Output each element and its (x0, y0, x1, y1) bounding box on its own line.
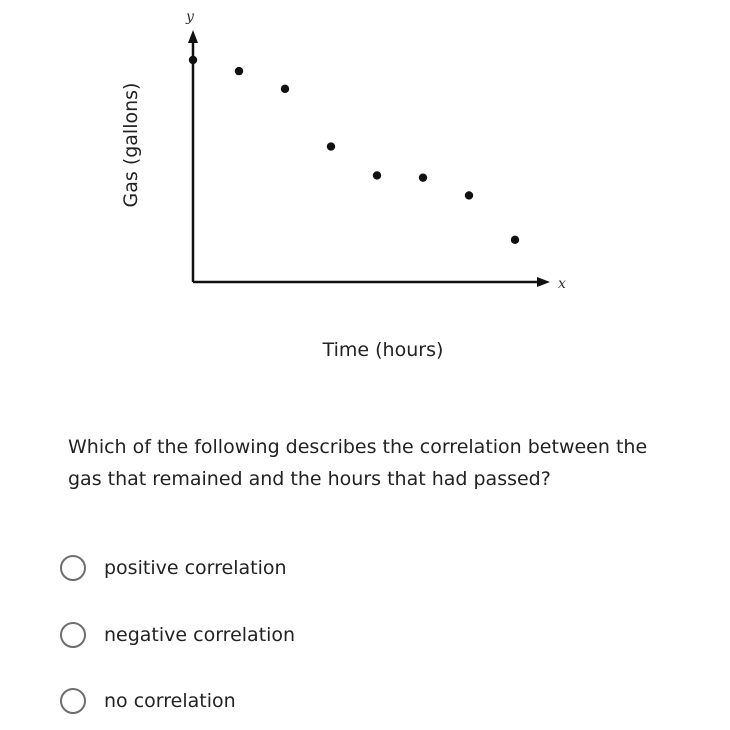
data-point (465, 191, 473, 199)
data-point (235, 67, 243, 75)
choice-no-correlation[interactable] (60, 684, 236, 718)
y-axis-arrow (188, 30, 198, 43)
radio-button[interactable] (60, 622, 86, 648)
y-axis-letter: y (186, 9, 194, 25)
y-axis-label: Gas (gallons) (120, 82, 142, 208)
data-point (511, 236, 519, 244)
radio-button[interactable] (60, 688, 86, 714)
data-point (373, 171, 381, 179)
choice-negative-correlation[interactable] (60, 618, 295, 652)
data-point (189, 56, 197, 64)
choice-label: no correlation (104, 690, 236, 712)
data-point (281, 85, 289, 93)
data-point (327, 142, 335, 150)
data-point (419, 173, 427, 181)
choice-label: negative correlation (104, 624, 296, 646)
choice-positive-correlation[interactable] (60, 551, 287, 585)
choice-label: positive correlation (104, 557, 287, 579)
chart-points (189, 56, 519, 244)
radio-button[interactable] (60, 555, 86, 581)
x-axis-letter: x (558, 276, 566, 292)
x-axis-arrow (537, 277, 550, 287)
x-axis-label: Time (hours) (322, 339, 444, 361)
question-text: Which of the following describes the correlation between the gas that remained and the hours that had passed? (68, 436, 648, 490)
